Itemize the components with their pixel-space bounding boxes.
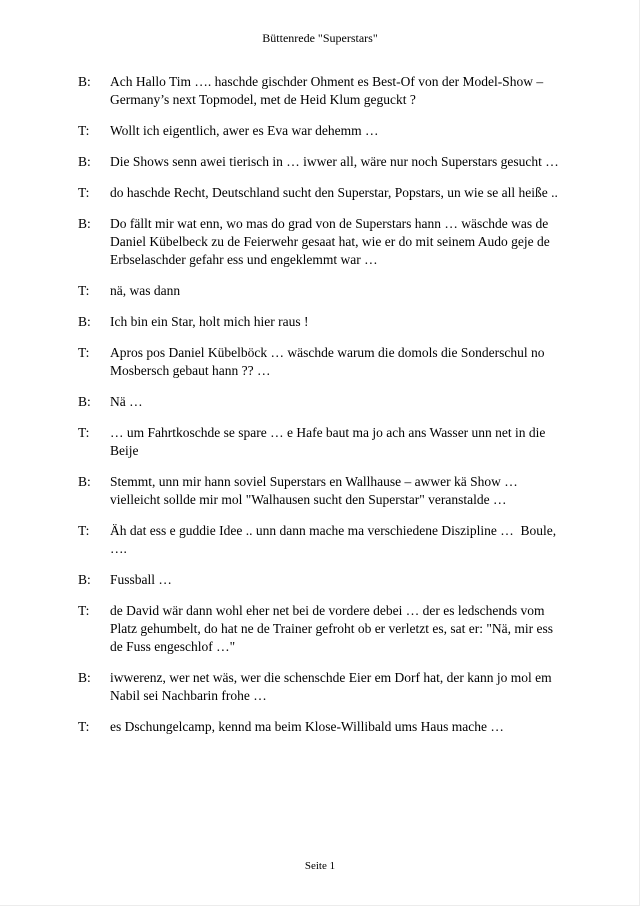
dialogue-text: iwwerenz, wer net wäs, wer die schenschde Eier em Dorf hat, der kann jo mol em Nabil sei Nachbarin frohe … [110,670,555,703]
speaker-label: B: [78,572,91,587]
dialogue-text: Stemmt, unn mir hann soviel Superstars en Wallhause – awwer kä Show … vielleicht sollde mir mol "Walhausen sucht den Superstar" veranstalde … [110,474,522,507]
dialogue-text: Die Shows senn awei tierisch in … iwwer all, wäre nur noch Superstars gesucht … [110,154,559,169]
speaker-label: B: [78,154,91,169]
speaker-label: T: [78,185,90,200]
dialogue-text: Apros pos Daniel Kübelböck … wäschde warum die domols die Sonderschul no Mosbersch gebaut hann ?? … [110,345,548,378]
dialogue-text: es Dschungelcamp, kennd ma beim Klose-Willibald ums Haus mache … [110,719,504,734]
dialogue-row [78,122,572,140]
dialogue-text: Do fällt mir wat enn, wo mas do grad von de Superstars hann … wäschde was de Daniel Kübelbeck zu de Feierwehr gesaat hat, wie er do mit seinem Audo geje de Erbselaschder gefahr ess und engeklemmt war … [110,216,554,267]
speaker-label: B: [78,394,91,409]
speaker-label: B: [78,474,91,489]
speaker-label: T: [78,425,90,440]
dialogue-text: Äh dat ess e guddie Idee .. unn dann mache ma verschiedene Diszipline … Boule, …. [110,523,560,556]
dialogue-row [78,215,572,269]
dialogue-text: Ach Hallo Tim …. haschde gischder Ohment es Best-Of von der Model-Show – Germany’s next Topmodel, met de Heid Klum geguckt ? [110,74,547,107]
dialogue-text: Ich bin ein Star, holt mich hier raus ! [110,314,309,329]
dialogue-row [78,424,572,460]
dialogue-text: nä, was dann [110,283,181,298]
dialogue-row [78,473,572,509]
dialogue-row [78,718,572,736]
dialogue-row [78,184,572,202]
speaker-label: B: [78,216,91,231]
dialogue-row [78,393,572,411]
dialogue-text: Wollt ich eigentlich, awer es Eva war dehemm … [110,123,379,138]
dialogue-row [78,313,572,331]
speaker-label: T: [78,283,90,298]
speaker-label: T: [78,345,90,360]
speaker-label: T: [78,523,90,538]
dialogue-row [78,522,572,558]
speaker-label: B: [78,74,91,89]
dialogue-row [78,571,572,589]
dialogue-text: de David wär dann wohl eher net bei de vordere debei … der es ledschends vom Platz gehumbelt, do hat ne de Trainer gefroht ob er verletzt es, sat er: "Nä, mir ess de Fuss engeschlof …" [110,603,557,654]
dialogue-row [78,153,572,171]
page-number: Seite 1 [304,860,336,872]
speaker-label: T: [78,719,90,734]
dialogue-row [78,602,572,656]
speaker-label: B: [78,670,91,685]
dialogue-text: … um Fahrtkoschde se spare … e Hafe baut ma jo ach ans Wasser unn net in die Beije [110,425,549,458]
document-title: Büttenrede "Superstars" [262,31,378,45]
dialogue-row [78,669,572,705]
speaker-label: T: [78,123,90,138]
dialogue-text: Fussball … [110,572,172,587]
dialogue-list [0,73,640,736]
dialogue-text: do haschde Recht, Deutschland sucht den Superstar, Popstars, un wie se all heiße .. [110,185,558,200]
dialogue-text: Nä … [110,394,143,409]
speaker-label: T: [78,603,90,618]
dialogue-row [78,73,572,109]
dialogue-row [78,344,572,380]
speaker-label: B: [78,314,91,329]
dialogue-row [78,282,572,300]
